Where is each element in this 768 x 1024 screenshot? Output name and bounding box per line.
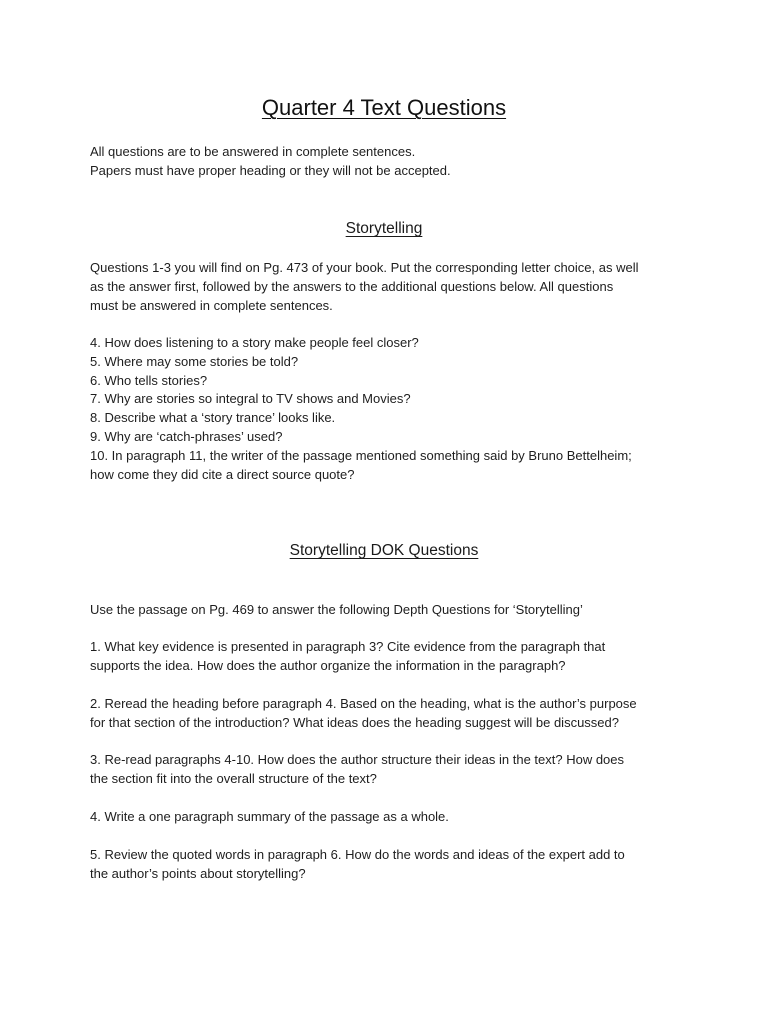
dok-question-line: the author’s points about storytelling?	[90, 865, 306, 881]
dok-question-line: 3. Re-read paragraphs 4-10. How does the author structure their ideas in the text? How does	[90, 752, 625, 767]
dok-question-line: 2. Reread the heading before paragraph 4. Based on the heading, what is the author’s purpose	[90, 696, 637, 711]
intro-line: as the answer first, followed by the answers to the additional questions below. All questions	[90, 278, 614, 294]
dok-question-line: supports the idea. How does the author organize the information in the paragraph?	[90, 657, 566, 673]
dok-question-4	[90, 808, 680, 827]
dok-question-3	[90, 751, 680, 789]
section-heading-dok: Storytelling DOK Questions	[289, 542, 479, 559]
dok-question-line: the section fit into the overall structure of the text?	[90, 770, 377, 786]
storytelling-questions	[90, 334, 680, 484]
dok-question-1	[90, 638, 680, 676]
question-line: 10. In paragraph 11, the writer of the passage mentioned something said by Bruno Bettelheim;	[90, 447, 632, 463]
question-line: how come they did cite a direct source quote?	[90, 466, 355, 482]
instruction-line: Papers must have proper heading or they will not be accepted.	[90, 162, 451, 178]
dok-intro	[90, 601, 680, 620]
question-line: 7. Why are stories so integral to TV shows and Movies?	[90, 391, 411, 407]
question-line: 8. Describe what a ‘story trance’ looks like.	[90, 410, 336, 426]
dok-question-line: 1. What key evidence is presented in paragraph 3? Cite evidence from the paragraph that	[90, 639, 606, 654]
dok-question-2	[90, 695, 680, 733]
instructions	[90, 143, 680, 181]
dok-intro-line: Use the passage on Pg. 469 to answer the following Depth Questions for ‘Storytelling’	[90, 602, 583, 617]
intro-line: Questions 1-3 you will find on Pg. 473 of your book. Put the corresponding letter choice, as well	[90, 260, 639, 275]
intro-line: must be answered in complete sentences.	[90, 297, 333, 313]
dok-question-line: 5. Review the quoted words in paragraph 6. How do the words and ideas of the expert add to	[90, 847, 625, 862]
dok-question-5	[90, 846, 680, 884]
dok-question-line: for that section of the introduction? What ideas does the heading suggest will be discussed?	[90, 714, 619, 730]
storytelling-intro	[90, 259, 680, 315]
document-title: Quarter 4 Text Questions	[261, 95, 507, 120]
question-line: 4. How does listening to a story make people feel closer?	[90, 335, 419, 350]
question-line: 5. Where may some stories be told?	[90, 353, 299, 369]
section-heading-storytelling: Storytelling	[345, 220, 423, 237]
question-line: 6. Who tells stories?	[90, 372, 208, 388]
instruction-line: All questions are to be answered in complete sentences.	[90, 144, 416, 159]
dok-question-line: 4. Write a one paragraph summary of the passage as a whole.	[90, 809, 449, 824]
question-line: 9. Why are ‘catch-phrases’ used?	[90, 428, 283, 444]
